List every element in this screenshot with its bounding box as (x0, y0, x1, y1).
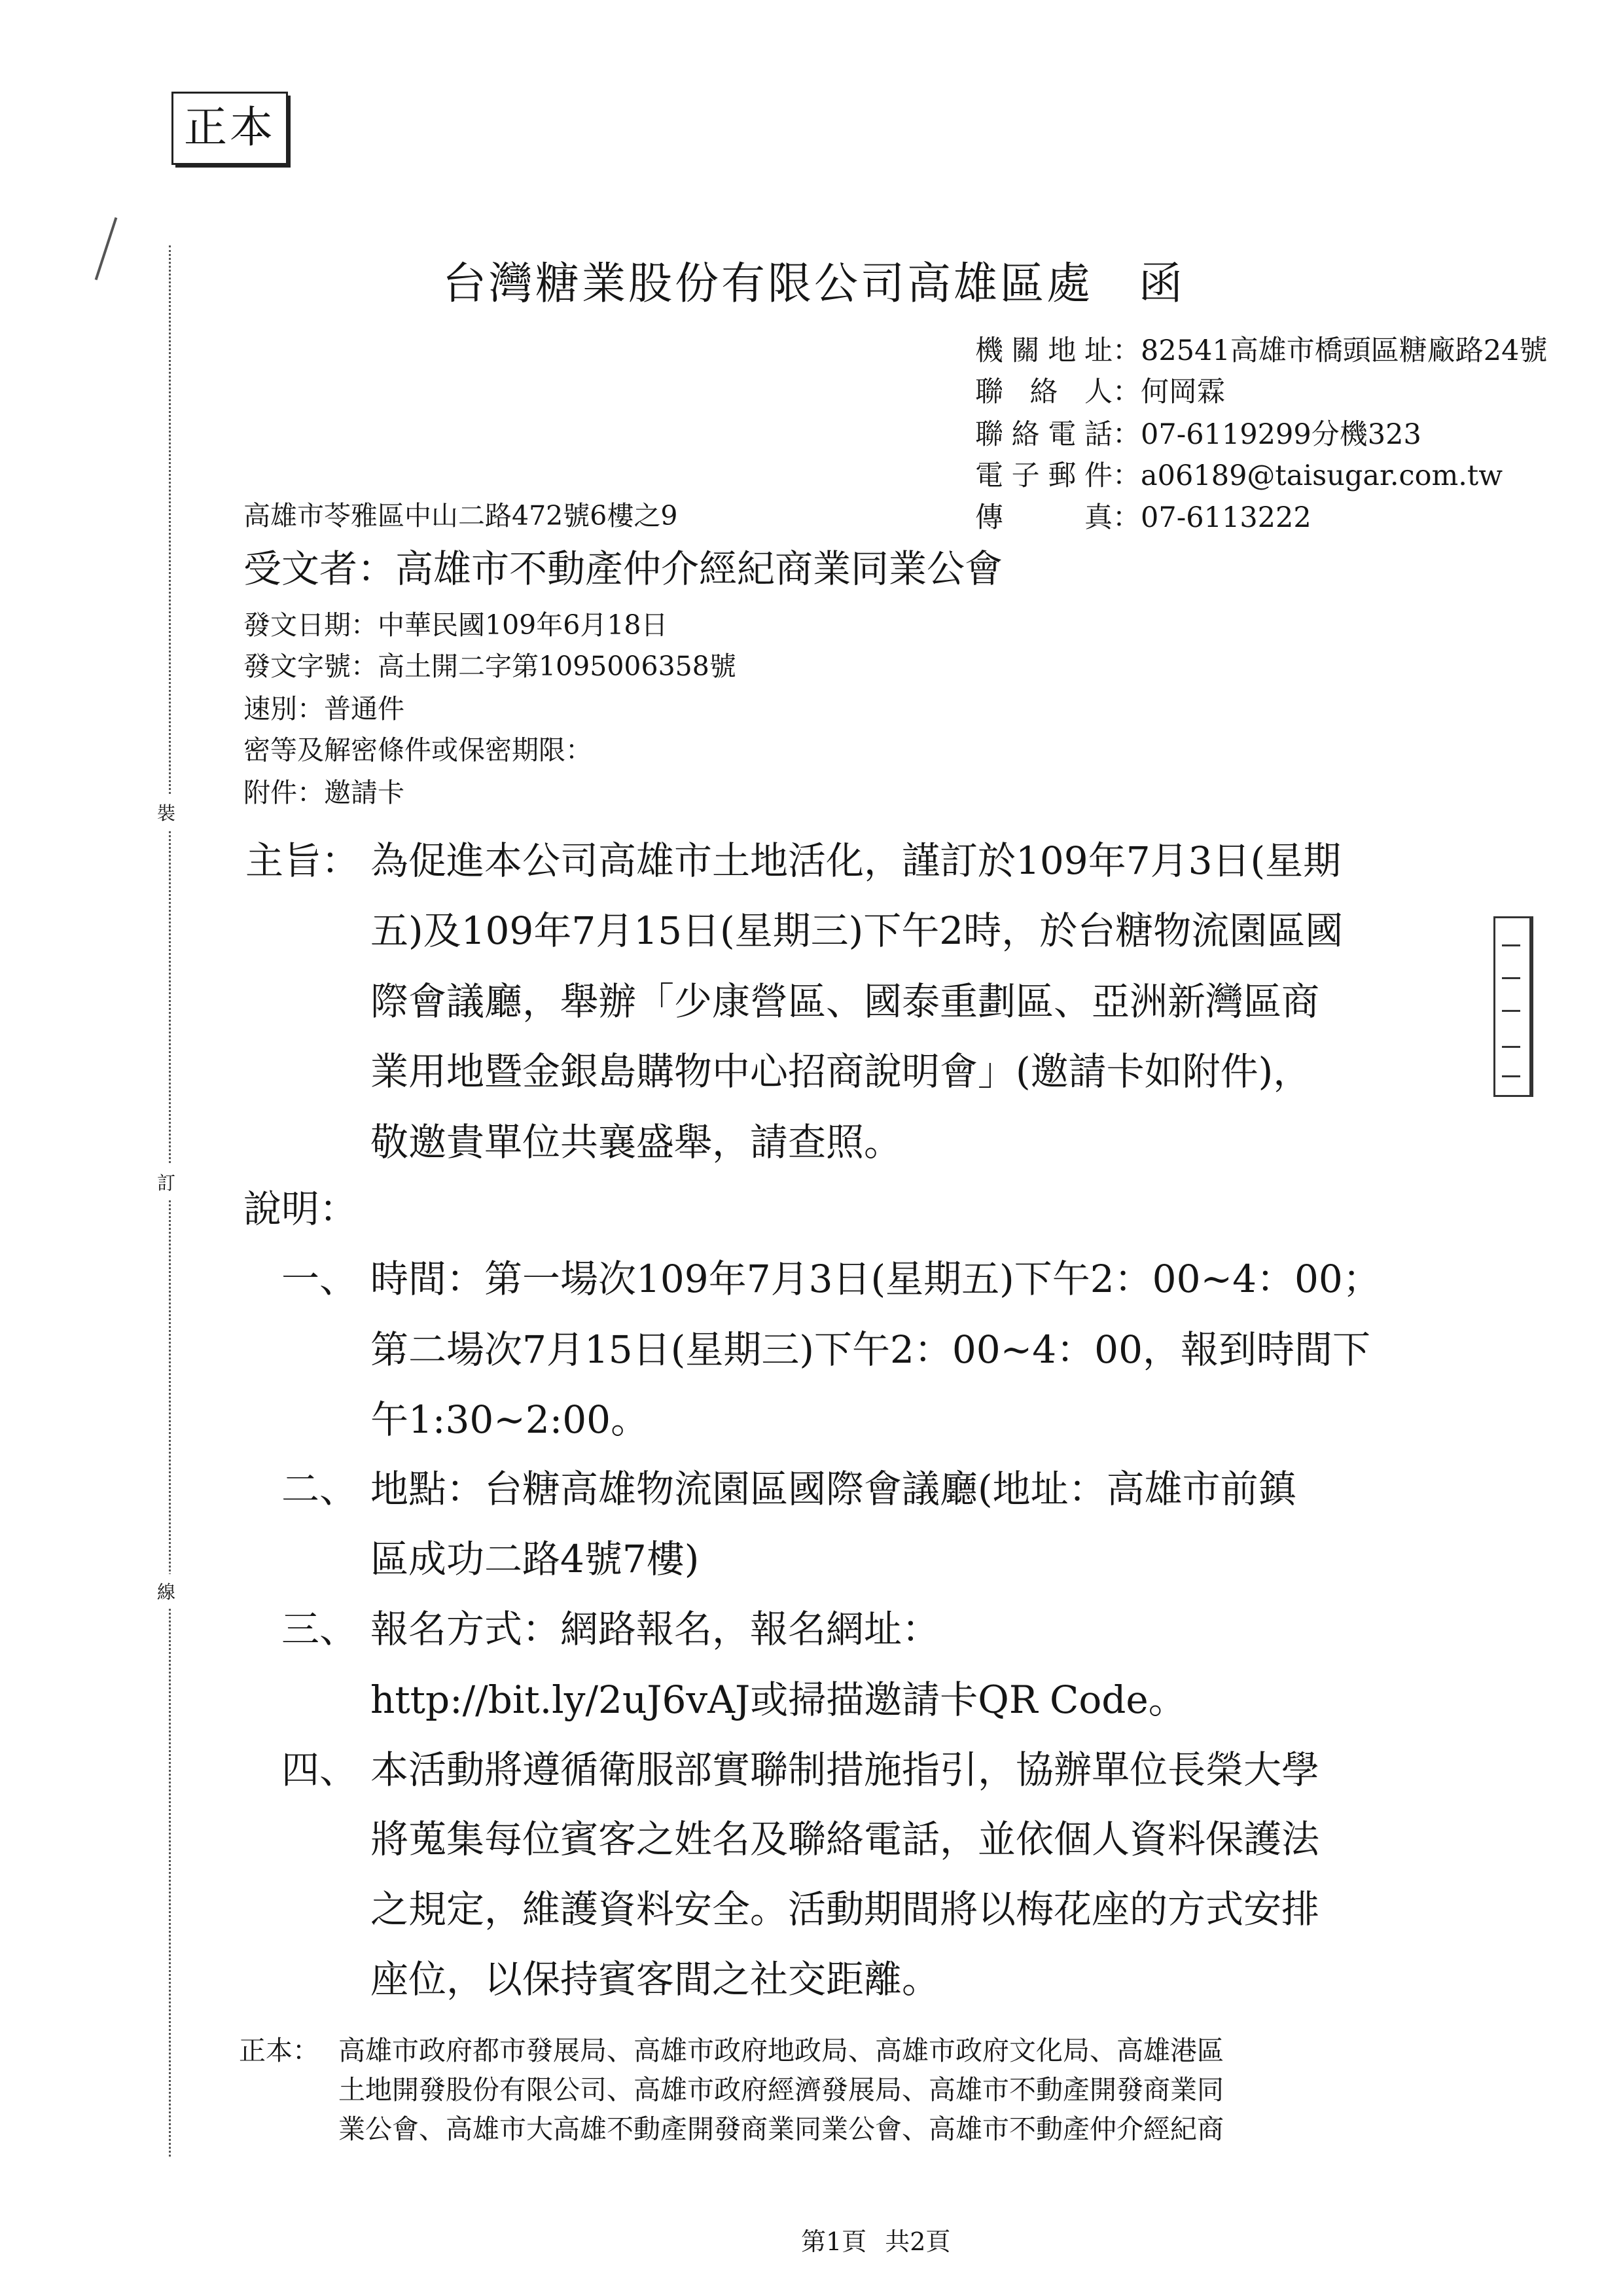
recipient-line: 受文者：高雄市不動產仲介經紀商業同業公會 (243, 547, 1003, 591)
document-number: 發文字號：高土開二字第1095006358號 (243, 651, 736, 682)
item-line: 午1:30~2:00。 (370, 1397, 649, 1442)
subject-line: 業用地暨金銀島購物中心招商說明會」(邀請卡如附件)， (370, 1049, 1311, 1094)
scan-mark (95, 217, 118, 280)
cc-label: 正本： (239, 2035, 319, 2066)
binding-mark-bottom: 線 (157, 1574, 175, 1608)
subject-line: 為促進本公司高雄市土地活化，謹訂於109年7月3日(星期 (370, 838, 1342, 883)
binding-line (169, 245, 171, 2157)
page-total: 共2頁 (885, 2227, 951, 2256)
page-number: 第1頁 (801, 2227, 867, 2256)
item-line: 之規定，維護資料安全。活動期間將以梅花座的方式安排 (370, 1887, 1320, 1931)
issue-date: 發文日期：中華民國109年6月18日 (243, 609, 668, 641)
contact-address: 機關地址：82541高雄市橋頭區糖廠路24號 (975, 334, 1548, 367)
document-type: 函 (1139, 258, 1185, 309)
item-line: 區成功二路4號7樓) (370, 1537, 700, 1581)
contact-phone: 聯絡電話：07-6119299分機323 (975, 418, 1421, 451)
confidentiality: 密等及解密條件或保密期限： (243, 734, 592, 766)
item-number: 二、 (281, 1467, 358, 1511)
original-copy-stamp: 正本 (171, 92, 288, 165)
side-seal-stamp (1493, 916, 1533, 1097)
contact-person: 聯絡人：何岡霖 (975, 376, 1225, 408)
subject-line: 五)及109年7月15日(星期三)下午2時，於台糖物流園區國 (370, 908, 1344, 953)
item-line: 將蒐集每位賓客之姓名及聯絡電話，並依個人資料保護法 (370, 1817, 1320, 1861)
item-number: 一、 (281, 1257, 358, 1301)
page-footer (792, 2221, 959, 2257)
subject-line: 際會議廳，舉辦「少康營區、國泰重劃區、亞洲新灣區商 (370, 979, 1320, 1024)
item-number: 四、 (281, 1748, 358, 1792)
item-line: 報名方式：網路報名，報名網址： (370, 1607, 940, 1651)
attachment: 附件：邀請卡 (243, 777, 404, 808)
item-line: 時間：第一場次109年7月3日(星期五)下午2：00~4：00； (370, 1257, 1381, 1301)
item-line: 第二場次7月15日(星期三)下午2：00~4：00，報到時間下 (370, 1327, 1370, 1372)
binding-mark-top: 裝 (157, 795, 175, 829)
item-line: 座位，以保持賓客間之社交距離。 (370, 1957, 940, 2001)
contact-fax: 傳真：07-6113222 (975, 501, 1311, 534)
registration-url[interactable]: http://bit.ly/2uJ6vAJ或掃描邀請卡QR Code。 (370, 1677, 1186, 1722)
delivery-priority: 速別：普通件 (243, 693, 404, 725)
subject-label: 主旨： (245, 838, 360, 883)
cc-line: 高雄市政府都市發展局、高雄市政府地政局、高雄市政府文化局、高雄港區 (338, 2035, 1224, 2066)
cc-line: 業公會、高雄市大高雄不動產開發商業同業公會、高雄市不動產仲介經紀商 (338, 2113, 1224, 2145)
recipient-address: 高雄市苓雅區中山二路472號6樓之9 (243, 500, 678, 531)
item-number: 三、 (281, 1607, 358, 1651)
item-line: 本活動將遵循衛服部實聯制措施指引，協辦單位長榮大學 (370, 1748, 1320, 1792)
issuer-name: 台灣糖業股份有限公司高雄區處 (442, 258, 1093, 309)
document-title (442, 249, 1185, 312)
subject-line: 敬邀貴單位共襄盛舉，請查照。 (370, 1120, 902, 1164)
item-line: 地點：台糖高雄物流園區國際會議廳(地址：高雄市前鎮 (370, 1467, 1296, 1511)
contact-email: 電子郵件：a06189@taisugar.com.tw (975, 459, 1503, 492)
binding-mark-middle: 訂 (157, 1165, 175, 1199)
description-label: 說明： (243, 1187, 358, 1231)
cc-line: 土地開發股份有限公司、高雄市政府經濟發展局、高雄市不動產開發商業同 (338, 2074, 1224, 2106)
